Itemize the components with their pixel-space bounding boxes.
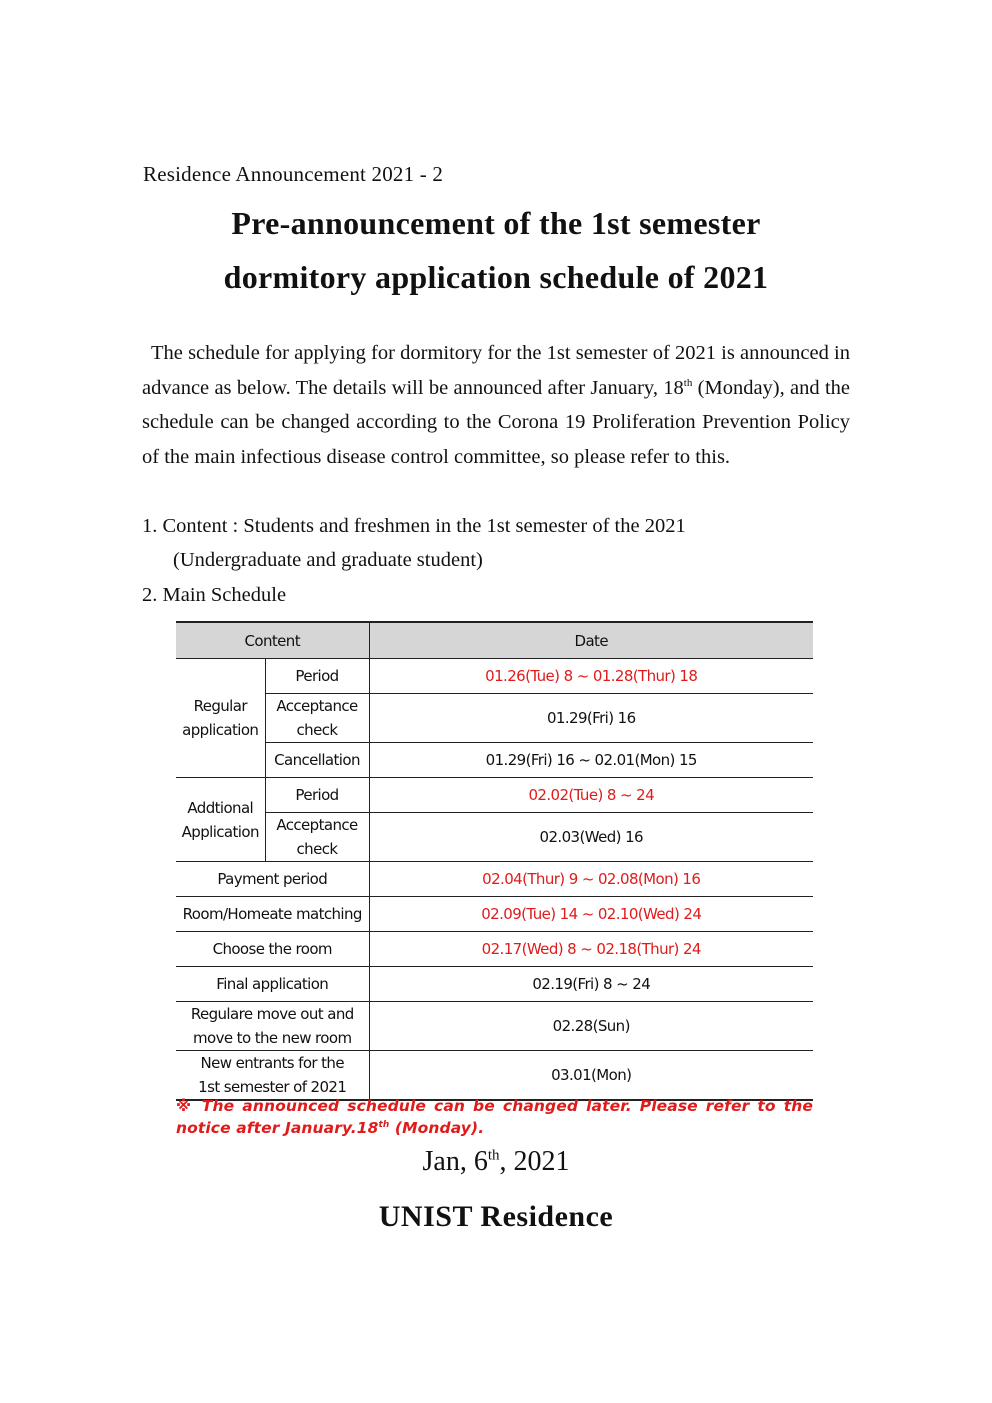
label-line: Application [181,822,259,841]
date-cell: 02.03(Wed) 16 [369,813,813,862]
table-row [176,932,813,967]
label-line: move to the new room [193,1029,352,1047]
label-line: Acceptance [276,816,358,834]
date-cell: 02.02(Tue) 8 ~ 24 [369,778,813,813]
date-cell: 02.28(Sun) [369,1002,813,1051]
header-content: Content [176,622,369,659]
intro-paragraph [142,336,850,474]
announcement-number: Residence Announcement 2021 - 2 [143,162,444,186]
change-notice [176,1095,813,1139]
list-item-content: 1. Content : Students and freshmen in the 1st semester of the 2021 [142,515,686,537]
table-row [176,897,813,932]
label-line: application [182,721,259,739]
intro-sup: th [683,376,693,389]
sub-label [265,813,369,862]
label-line: Regular [193,697,247,715]
list-item-main-schedule: 2. Main Schedule [142,584,287,606]
sub-label: Period [265,659,369,694]
table-header-row [176,622,813,659]
table-row [176,743,813,778]
table-row [176,967,813,1002]
table-row [176,862,813,897]
label-line: 1st semester of 2021 [198,1078,347,1096]
table-row [176,778,813,813]
label-line: Regulare move out and [190,1005,354,1023]
additional-application-label [176,778,265,862]
intro-text-1: The schedule for applying for dormitory for the 1st semester of 2021 is announced in advance as below. The details will be announced after January, 18 [142,342,850,399]
label-line: New entrants for the [200,1054,344,1072]
notice-sup: th [378,1119,390,1130]
label-line: check [296,721,338,739]
date-cell: 01.29(Fri) 16 [369,694,813,743]
date-cell: 02.17(Wed) 8 ~ 02.18(Thur) 24 [369,932,813,967]
table-row [176,659,813,694]
notice-text-1: ※ The announced schedule can be changed later. Please refer to the notice after January.18 [176,1097,813,1137]
content-cell [176,1051,369,1101]
intro-text-2: (Monday), and the schedule can be changed according to the Corona 19 Proliferation Prevention Policy of the main infectious disease control committee, so please refer to this. [142,376,850,468]
table-row [176,1051,813,1101]
date-cell: 02.09(Tue) 14 ~ 02.10(Wed) 24 [369,897,813,932]
date-sup: th [487,1147,500,1164]
table-row [176,813,813,862]
sub-label: Cancellation [265,743,369,778]
content-cell: Payment period [176,862,369,897]
content-cell [176,1002,369,1051]
sub-label: Period [265,778,369,813]
label-line: Acceptance [276,697,358,715]
date-text-1: Jan, 6 [422,1146,488,1177]
date-cell: 01.26(Tue) 8 ~ 01.28(Thur) 18 [369,659,813,694]
date-cell: 01.29(Fri) 16 ~ 02.01(Mon) 15 [369,743,813,778]
title-line-1: Pre-announcement of the 1st semester [231,205,761,241]
header-date: Date [369,622,813,659]
date-cell: 02.04(Thur) 9 ~ 02.08(Mon) 16 [369,862,813,897]
content-cell: Choose the room [176,932,369,967]
date-text-2: , 2021 [499,1146,570,1177]
label-line: check [296,840,338,858]
title-line-2: dormitory application schedule of 2021 [223,259,769,295]
regular-application-label [176,659,265,778]
table-row [176,694,813,743]
page-title [140,196,852,304]
content-cell: Room/Homeate matching [176,897,369,932]
issue-date [0,1146,992,1178]
schedule-table [176,621,813,1101]
date-cell: 02.19(Fri) 8 ~ 24 [369,967,813,1002]
date-cell: 03.01(Mon) [369,1051,813,1101]
sub-label [265,694,369,743]
notice-text-2: (Monday). [389,1119,485,1137]
table-row [176,1002,813,1051]
organization-name: UNIST Residence [378,1200,614,1233]
content-cell: Final application [176,967,369,1002]
label-line: Addtional [187,798,254,817]
list-item-content-continued: (Undergraduate and graduate student) [173,549,483,571]
